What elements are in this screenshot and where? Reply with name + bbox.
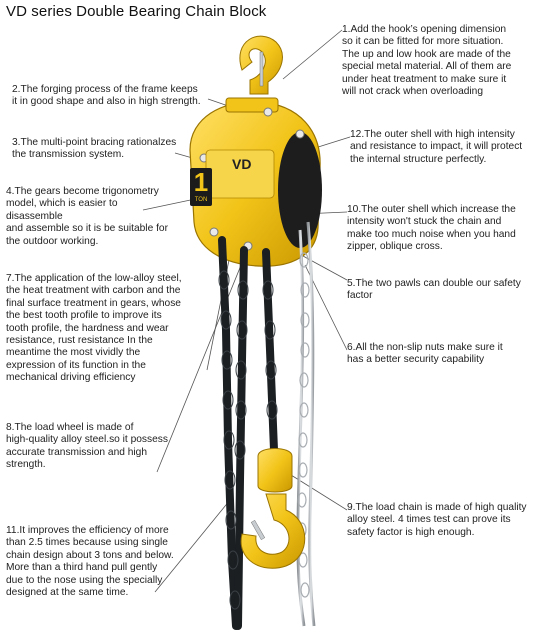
- lower-hook: [241, 449, 305, 569]
- note-11: 11.It improves the efficiency of more than 2.5 times because using single chain design about 3 tons and below. More than a third hand pull gently due to the nose using the specially designed at the same time.: [6, 525, 174, 599]
- note-3: 3.The multi-point bracing rationalzes the transmission system.: [12, 137, 177, 161]
- note-2: 2.The forging process of the frame keeps it in good shape and also in high strength.: [12, 84, 201, 108]
- note-4: 4.The gears become trigonometry model, which is easier to disassemble and assemble so it is be suitable for the outdoor working.: [6, 186, 168, 247]
- model-label: VD: [232, 156, 252, 172]
- note-7: 7.The application of the low-alloy steel, the heat treatment with carbon and the final surface treatment in gears, whose the best tooth profile to improve its tooth profile, the hardness and wear resistance, rust resistance In the meantime the most vividly the expression of its function in the mechanical driving efficiency: [6, 273, 182, 384]
- note-12: 12.The outer shell with high intensity and resistance to impact, it will protect the internal structure perfectly.: [350, 129, 523, 165]
- capacity-unit: TON: [194, 197, 208, 203]
- page-title: VD series Double Bearing Chain Block: [6, 3, 267, 20]
- note-8: 8.The load wheel is made of high-quality alloy steel.so it possess accurate transmission and high strength.: [6, 422, 168, 471]
- note-1: 1.Add the hook’s opening dimension so it can be fitted for more situation. The up and low hook are made of the special metal material. All of them are under heat treatment to make sure it will not crack when overloading: [342, 24, 512, 98]
- upper-hook: [240, 36, 283, 94]
- note-10: 10.The outer shell which increase the intensity won't stuck the chain and make too much noise when you hand zipper, oblique cross.: [347, 204, 516, 253]
- capacity-digit: 1: [193, 167, 209, 197]
- note-5: 5.The two pawls can double our safety factor: [347, 278, 521, 302]
- note-9: 9.The load chain is made of high quality alloy steel. 4 times test can prove its safety factor is high enough.: [347, 502, 527, 538]
- capacity-badge: [190, 168, 212, 206]
- note-6: 6.All the non-slip nuts make sure it has a better security capability: [347, 342, 503, 366]
